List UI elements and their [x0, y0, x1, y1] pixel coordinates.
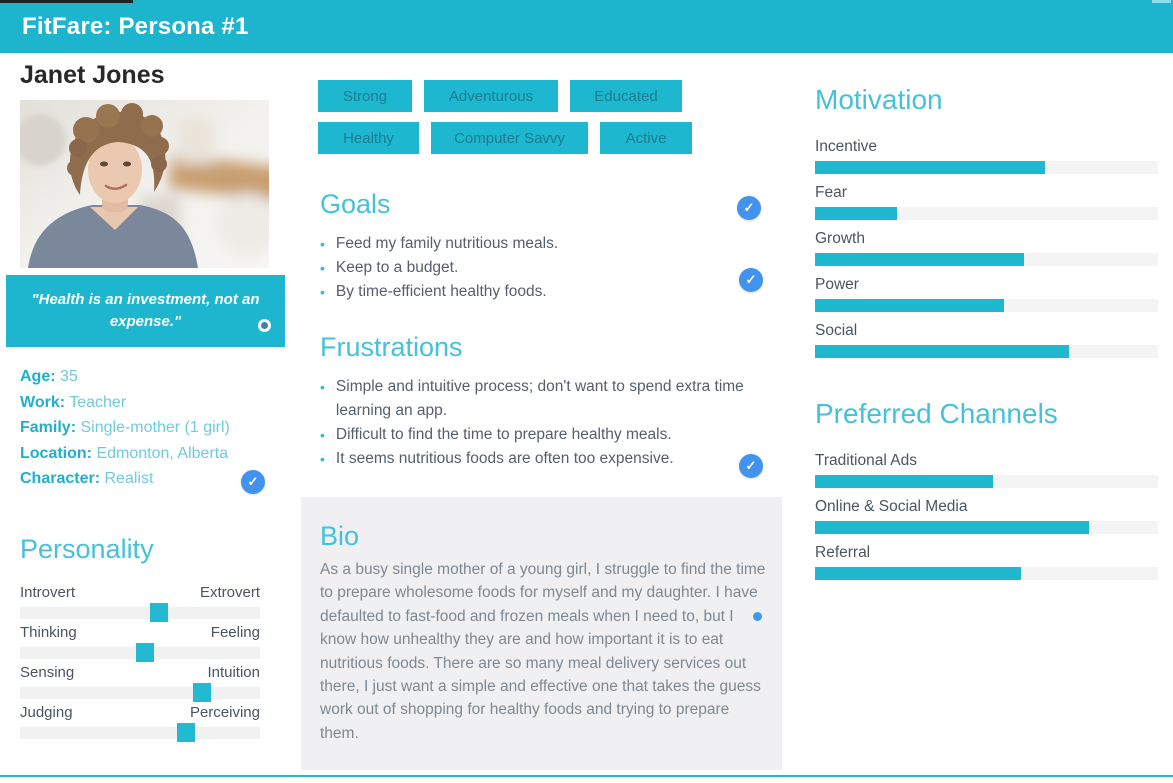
quote-box	[6, 275, 285, 347]
slider-right-label: Intuition	[207, 664, 260, 681]
detail-label: Family:	[20, 419, 77, 436]
bullet-icon: •	[320, 427, 325, 443]
bar-fill	[815, 299, 1004, 312]
slider-right-label: Perceiving	[189, 704, 260, 721]
detail-row	[20, 441, 230, 467]
top-edge-artifact	[0, 0, 133, 3]
persona-photo	[20, 100, 269, 268]
bar-label: Growth	[815, 230, 865, 247]
motivation-bar	[815, 184, 1158, 220]
detail-label: Age:	[20, 368, 56, 385]
channels-title: Preferred Channels	[815, 398, 1058, 429]
frustration-item	[320, 447, 760, 471]
bar-fill	[815, 475, 993, 488]
bio-text: As a busy single mother of a young girl, I struggle to find the time to prepare wholesome foods for myself and my daughter. I have defaulted to fast-food and frozen meals when I need to, but I know how unhealthy they are and how important it is to eat nutritious foods. There are so many meal delivery services out there, I just want a simple and effective one that takes the guess work out of shopping for healthy foods and trying to prepare them.	[320, 561, 766, 742]
motivation-title: Motivation	[815, 84, 943, 115]
bar-track	[815, 521, 1158, 534]
frustration-text: Difficult to find the time to prepare healthy meals.	[335, 426, 672, 443]
goals-section	[320, 188, 760, 304]
persona-name: Janet Jones	[20, 61, 165, 89]
motivation-bar	[815, 322, 1158, 358]
bullet-icon: •	[320, 379, 325, 395]
bio-section	[301, 497, 782, 770]
trait-tag: Educated	[570, 80, 682, 112]
slider-handle[interactable]	[150, 603, 168, 622]
comment-check-icon[interactable]: ✓	[739, 268, 763, 292]
slider-track	[20, 647, 260, 659]
goal-text: Feed my family nutritious meals.	[335, 235, 559, 252]
personality-slider	[20, 583, 260, 619]
motivation-bar	[815, 230, 1158, 266]
bullet-icon: •	[320, 451, 325, 467]
profile-details	[20, 364, 230, 492]
channel-bar	[815, 498, 1158, 534]
quote-text: "Health is an investment, not an expense."	[31, 291, 260, 330]
slider-handle[interactable]	[193, 683, 211, 702]
slider-handle[interactable]	[136, 643, 154, 662]
slider-left-label: Thinking	[20, 624, 77, 641]
bar-label: Referral	[815, 544, 871, 561]
goals-title: Goals	[320, 189, 391, 219]
bar-fill	[815, 207, 897, 220]
bio-title: Bio	[320, 521, 360, 551]
goal-text: By time-efficient healthy foods.	[335, 283, 547, 300]
slider-track	[20, 727, 260, 739]
bar-fill	[815, 567, 1021, 580]
goal-text: Keep to a budget.	[335, 259, 459, 276]
personality-section	[20, 533, 260, 743]
personality-slider	[20, 623, 260, 659]
motivation-bar	[815, 276, 1158, 312]
detail-label: Work:	[20, 393, 66, 411]
detail-value: 35	[60, 368, 78, 385]
frustration-text: It seems nutritious foods are often too expensive.	[335, 450, 674, 467]
motivation-bar	[815, 138, 1158, 174]
trait-tag: Active	[600, 122, 692, 154]
detail-row	[20, 364, 230, 390]
slider-right-label: Feeling	[210, 624, 260, 641]
detail-row	[20, 466, 230, 492]
slider-left-label: Judging	[20, 704, 73, 721]
frustration-item	[320, 375, 760, 423]
detail-value: Teacher	[69, 393, 127, 411]
detail-row	[20, 415, 230, 441]
motivation-section	[815, 84, 1158, 368]
bar-fill	[815, 161, 1045, 174]
channel-bar	[815, 544, 1158, 580]
comment-dot-icon[interactable]	[753, 612, 762, 621]
bar-track	[815, 207, 1158, 220]
bar-track	[815, 567, 1158, 580]
bar-label: Social	[815, 322, 858, 339]
frustrations-section	[320, 331, 760, 471]
slider-handle[interactable]	[177, 723, 195, 742]
persona-photo-image	[20, 100, 269, 268]
detail-row	[20, 390, 230, 416]
detail-value: Single-mother (1 girl)	[80, 419, 230, 436]
trait-tag: Adventurous	[424, 80, 558, 112]
bar-fill	[815, 253, 1024, 266]
bar-track	[815, 345, 1158, 358]
top-right-artifact	[1152, 0, 1171, 3]
trait-tags	[318, 80, 738, 164]
bar-fill	[815, 521, 1089, 534]
trait-tag: Healthy	[318, 122, 419, 154]
bar-track	[815, 253, 1158, 266]
bullet-icon: •	[320, 236, 325, 252]
frustration-item	[320, 423, 760, 447]
bar-label: Online & Social Media	[815, 498, 968, 515]
slider-left-label: Sensing	[20, 664, 75, 681]
goal-item	[320, 280, 760, 304]
header	[0, 0, 1173, 53]
detail-value: Realist	[104, 470, 154, 487]
bar-fill	[815, 345, 1069, 358]
bar-label: Power	[815, 276, 859, 293]
slider-left-label: Introvert	[20, 584, 76, 601]
goal-item	[320, 256, 760, 280]
bar-track	[815, 299, 1158, 312]
detail-label: Character:	[20, 470, 101, 487]
comment-check-icon[interactable]: ✓	[737, 196, 761, 220]
channel-bar	[815, 452, 1158, 488]
bottom-divider	[0, 775, 1173, 777]
personality-title: Personality	[20, 534, 154, 564]
trait-tag: Strong	[318, 80, 412, 112]
bar-label: Traditional Ads	[815, 452, 917, 469]
frustration-text: Simple and intuitive process; don't want to spend extra time learning an app.	[335, 378, 744, 419]
detail-value: Edmonton, Alberta	[96, 444, 229, 462]
frustrations-title: Frustrations	[320, 332, 463, 362]
comment-marker-icon[interactable]	[258, 319, 271, 332]
bullet-icon: •	[320, 260, 325, 276]
preferred-channels-section	[815, 398, 1158, 590]
bar-track	[815, 161, 1158, 174]
slider-track	[20, 607, 260, 619]
detail-label: Location:	[20, 444, 92, 462]
trait-tag: Computer Savvy	[431, 122, 588, 154]
comment-check-icon[interactable]: ✓	[739, 454, 763, 478]
comment-check-icon[interactable]: ✓	[241, 470, 265, 494]
bar-label: Incentive	[815, 138, 878, 155]
personality-slider	[20, 663, 260, 699]
bar-track	[815, 475, 1158, 488]
bar-label: Fear	[815, 184, 847, 201]
slider-right-label: Extrovert	[199, 584, 260, 601]
goal-item	[320, 232, 760, 256]
slider-track	[20, 687, 260, 699]
personality-slider	[20, 703, 260, 739]
page-title: FitFare: Persona #1	[22, 13, 249, 40]
bullet-icon: •	[320, 284, 325, 300]
